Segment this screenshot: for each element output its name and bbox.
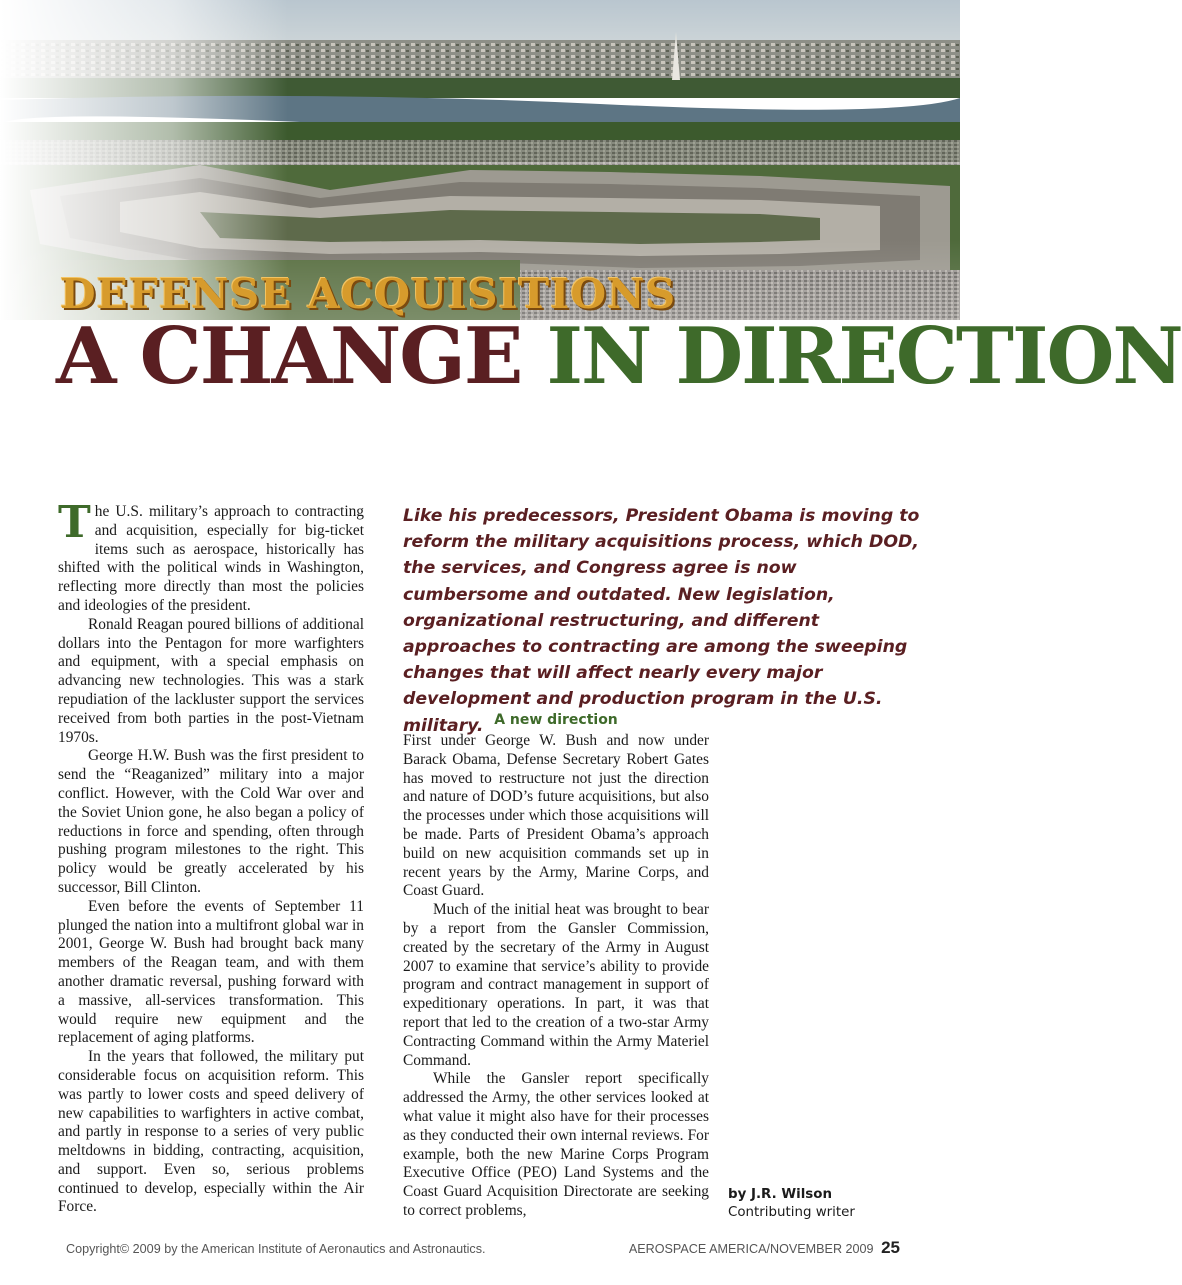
right-text-column	[403, 732, 709, 1221]
body-paragraph: Even before the events of September 11 plunged the nation into a multifront global war in 2001, George W. Bush had brought back many members of the Reagan team, and with them another dramatic reversal, pushing forward with a massive, all-services transformation. This would require new equipment and the replacement of aging platforms.	[58, 897, 364, 1047]
drop-cap: T	[58, 497, 91, 548]
body-paragraph: George H.W. Bush was the first president to send the “Reaganized” military into a major conflict. However, with the Cold War over and the Soviet Union gone, he also began a policy of reductions in force and spending, often through pushing program milestones to the right. This policy would be greatly accelerated by his successor, Bill Clinton.	[58, 747, 364, 896]
article-headline	[56, 311, 1182, 402]
byline-author: by J.R. Wilson	[728, 1187, 833, 1202]
page-footer	[629, 1238, 900, 1258]
byline-role: Contributing writer	[728, 1205, 855, 1220]
page-number: 25	[881, 1238, 900, 1257]
section-subhead: A new direction	[494, 712, 618, 728]
body-paragraph: First under George W. Bush and now under Barack Obama, Defense Secretary Robert Gates has moved to restructure not just the direction and nature of DOD’s future acquisitions, but also the processes under which those acquisitions will be made. Parts of President Obama’s approach build on new acquisition commands set up in recent years by the Army, Marine Corps, and Coast Guard.	[403, 732, 709, 900]
copyright-notice: Copyright© 2009 by the American Institute of Aeronautics and Astronautics.	[66, 1242, 486, 1256]
body-paragraph: Ronald Reagan poured billions of additional dollars into the Pentagon for more warfighters and equipment, with a special emphasis on advancing new technologies. This was a stark repudiation of the lackluster support the services received from both parties in the post-Vietnam 1970s.	[58, 615, 364, 746]
left-text-column	[58, 497, 364, 1217]
body-paragraph: While the Gansler report specifically addressed the Army, the other services looked at what value it might also have for their processes as they conducted their own internal reviews. For example, both the new Marine Corps Program Executive Office (PEO) Land Systems and the Coast Guard Acquisition Directorate are seeking to correct problems,	[403, 1070, 709, 1219]
deck-summary: Like his predecessors, President Obama is moving to reform the military acquisitions process, which DOD, the services, and Congress agree is now cumbersome and outdated. New legislation, organizational restructuring, and different approaches to contracting are among the sweeping changes that will affect nearly every major development and production program in the U.S. military.	[403, 506, 920, 736]
headline-part-2: IN DIRECTION	[546, 311, 1182, 402]
body-paragraph: Much of the initial heat was brought to bear by a report from the Gansler Commission, created by the secretary of the Army in August 2007 to examine that service’s ability to provide program and contract management in support of expeditionary operations. In part, it was that report that led to the creation of a two-star Army Contracting Command within the Army Materiel Command.	[403, 901, 709, 1069]
body-paragraph: The U.S. military’s approach to contracting and acquisition, especially for big-ticket items such as aerospace, historically has shifted with the political winds in Washington, reflecting more directly than most the policies and ideologies of the president.	[58, 497, 364, 614]
kicker-title: DEFENSE ACQUISITIONS	[60, 270, 677, 318]
publication-info: AEROSPACE AMERICA/NOVEMBER 2009	[628, 1242, 874, 1256]
body-paragraph: In the years that followed, the military put considerable focus on acquisition reform. This was partly to lower costs and speed delivery of new capabilities to warfighters in active combat, and partly in response to a series of very public meltdowns in bidding, contracting, acquisition, and support. Even so, serious problems continued to develop, especially within the Air Force.	[58, 1048, 364, 1216]
byline	[728, 1186, 928, 1222]
headline-part-1: A CHANGE	[56, 311, 522, 402]
